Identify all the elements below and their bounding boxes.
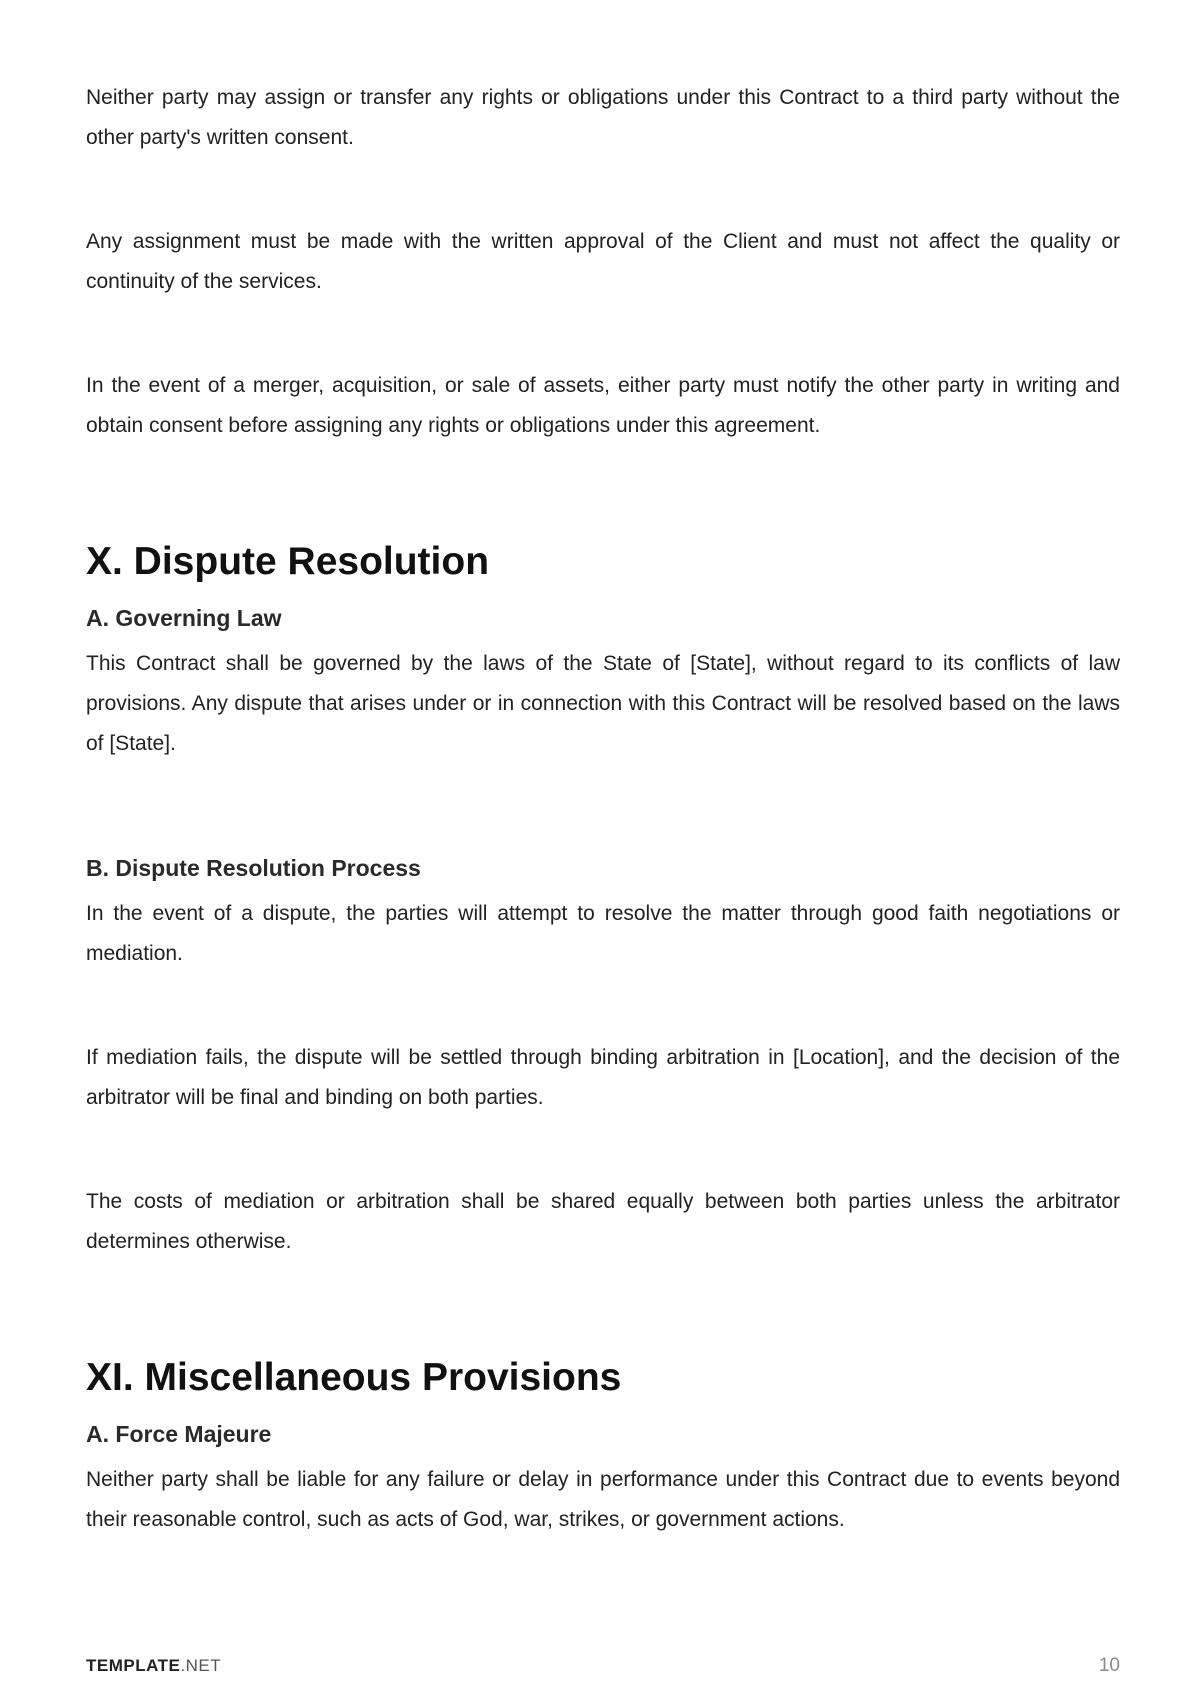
paragraph-assignment-approval: Any assignment must be made with the written approval of the Client and must not affect the quality or continuity of the services.: [86, 230, 1120, 293]
page-number: 10: [1098, 1655, 1120, 1676]
subsection-title-dispute-process: B. Dispute Resolution Process: [86, 855, 421, 881]
document-page: [86, 78, 1120, 1540]
section-title-dispute-resolution: X. Dispute Resolution: [86, 540, 490, 583]
paragraph-merger-notice: In the event of a merger, acquisition, or sale of assets, either party must notify the other party in writing and obtain consent before assigning any rights or obligations under this agreement.: [86, 374, 1120, 437]
paragraph-governing-law: This Contract shall be governed by the laws of the State of [State], without regard to its conflicts of law provisions. Any dispute that arises under or in connection with this Contract will be resolved based on the laws of [State].: [86, 652, 1120, 755]
paragraph-force-majeure: Neither party shall be liable for any failure or delay in performance under this Contract due to events beyond their reasonable control, such as acts of God, war, strikes, or government actions.: [86, 1468, 1120, 1531]
paragraph-assignment-consent: Neither party may assign or transfer any rights or obligations under this Contract to a third party without the other party's written consent.: [86, 86, 1120, 149]
subsection-title-governing-law: A. Governing Law: [86, 605, 282, 631]
brand-logo: [86, 1656, 221, 1676]
section-title-miscellaneous: XI. Miscellaneous Provisions: [86, 1356, 622, 1399]
subsection-title-force-majeure: A. Force Majeure: [86, 1421, 272, 1447]
paragraph-dispute-arbitration: If mediation fails, the dispute will be settled through binding arbitration in [Location], and the decision of the arbitrator will be final and binding on both parties.: [86, 1046, 1120, 1109]
paragraph-dispute-costs: The costs of mediation or arbitration shall be shared equally between both parties unless the arbitrator determines otherwise.: [86, 1190, 1120, 1253]
brand-logo-suffix: .NET: [180, 1656, 222, 1675]
page-footer: [86, 1654, 1120, 1678]
paragraph-dispute-negotiation: In the event of a dispute, the parties will attempt to resolve the matter through good faith negotiations or mediation.: [86, 902, 1120, 965]
brand-logo-name: TEMPLATE: [86, 1656, 181, 1675]
